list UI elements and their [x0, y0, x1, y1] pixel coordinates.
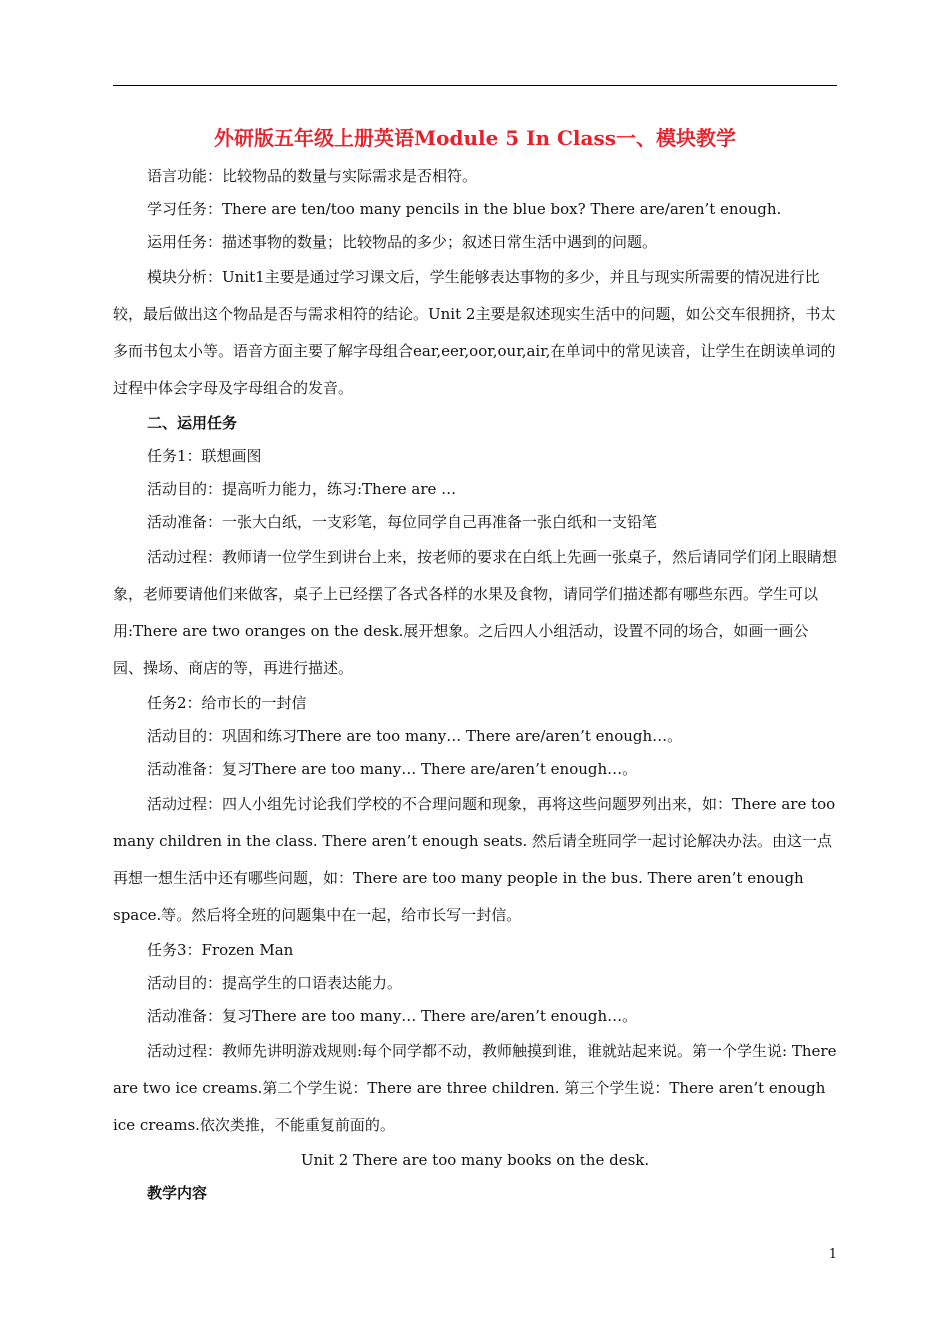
- header-rule: [113, 85, 837, 86]
- task-3-purpose: 活动目的：提高学生的口语表达能力。: [147, 974, 403, 992]
- task-1-heading: 任务1：联想画图: [147, 447, 262, 465]
- task-1-purpose: 活动目的：提高听力能力，练习:There are …: [147, 480, 457, 498]
- page-number: 1: [828, 1247, 837, 1262]
- teaching-content-heading: 教学内容: [147, 1184, 208, 1202]
- unit-2-title: Unit 2 There are too many books on the desk.: [300, 1151, 650, 1169]
- document-title: 外研版五年级上册英语Module 5 In Class一、模块教学: [213, 126, 737, 150]
- section-heading-tasks: 二、运用任务: [147, 414, 238, 432]
- task-3-heading: 任务3：Frozen Man: [147, 941, 294, 959]
- task-1-process: 活动过程：教师请一位学生到讲台上来，按老师的要求在白纸上先画一张桌子，然后请同学们闭上眼睛想象，老师要请他们来做客，桌子上已经摆了各式各样的水果及食物，请同学们描述都有哪些东西。学生可以用:There are two oranges on the desk.展开想象。之后四人小组活动，设置不同的场合，如画一画公园、操场、商店的等，再进行描述。: [113, 548, 838, 677]
- paragraph-application-task: 运用任务：描述事物的数量；比较物品的多少；叙述日常生活中遇到的问题。: [147, 233, 658, 251]
- document-body: [113, 160, 837, 1210]
- paragraph-language-function: 语言功能：比较物品的数量与实际需求是否相符。: [147, 167, 478, 185]
- task-3-process: 活动过程：教师先讲明游戏规则:每个同学都不动，教师触摸到谁，谁就站起来说。第一个学生说: There are two ice creams.第二个学生说：There are three children. 第三个学生说：There aren’t enough ice creams.依次类推，不能重复前面的。: [113, 1042, 837, 1134]
- task-2-process: 活动过程：四人小组先讨论我们学校的不合理问题和现象，再将这些问题罗列出来，如：There are too many children in the class. There aren’t enough seats. 然后请全班同学一起讨论解决办法。由这一点再想一想生活中还有哪些问题，如：There are too many people in the bus. There aren’t enough space.等。然后将全班的问题集中在一起，给市长写一封信。: [113, 795, 836, 924]
- task-3-preparation: 活动准备：复习There are too many… There are/aren’t enough…。: [147, 1007, 638, 1025]
- paragraph-module-analysis: 模块分析：Unit1主要是通过学习课文后，学生能够表达事物的多少，并且与现实所需要的情况进行比较，最后做出这个物品是否与需求相符的结论。Unit 2主要是叙述现实生活中的问题，如公交车很拥挤，书太多而书包太小等。语音方面主要了解字母组合ear,eer,oor,our,air,在单词中的常见读音，让学生在朗读单词的过程中体会字母及字母组合的发音。: [113, 268, 836, 397]
- task-2-heading: 任务2：给市长的一封信: [147, 694, 307, 712]
- task-2-preparation: 活动准备：复习There are too many… There are/aren’t enough…。: [147, 760, 638, 778]
- task-1-preparation: 活动准备：一张大白纸，一支彩笔，每位同学自己再准备一张白纸和一支铅笔: [147, 513, 658, 531]
- task-2-purpose: 活动目的：巩固和练习There are too many… There are/aren’t enough…。: [147, 727, 683, 745]
- paragraph-learning-task: 学习任务：There are ten/too many pencils in the blue box? There are/aren’t enough.: [147, 200, 782, 218]
